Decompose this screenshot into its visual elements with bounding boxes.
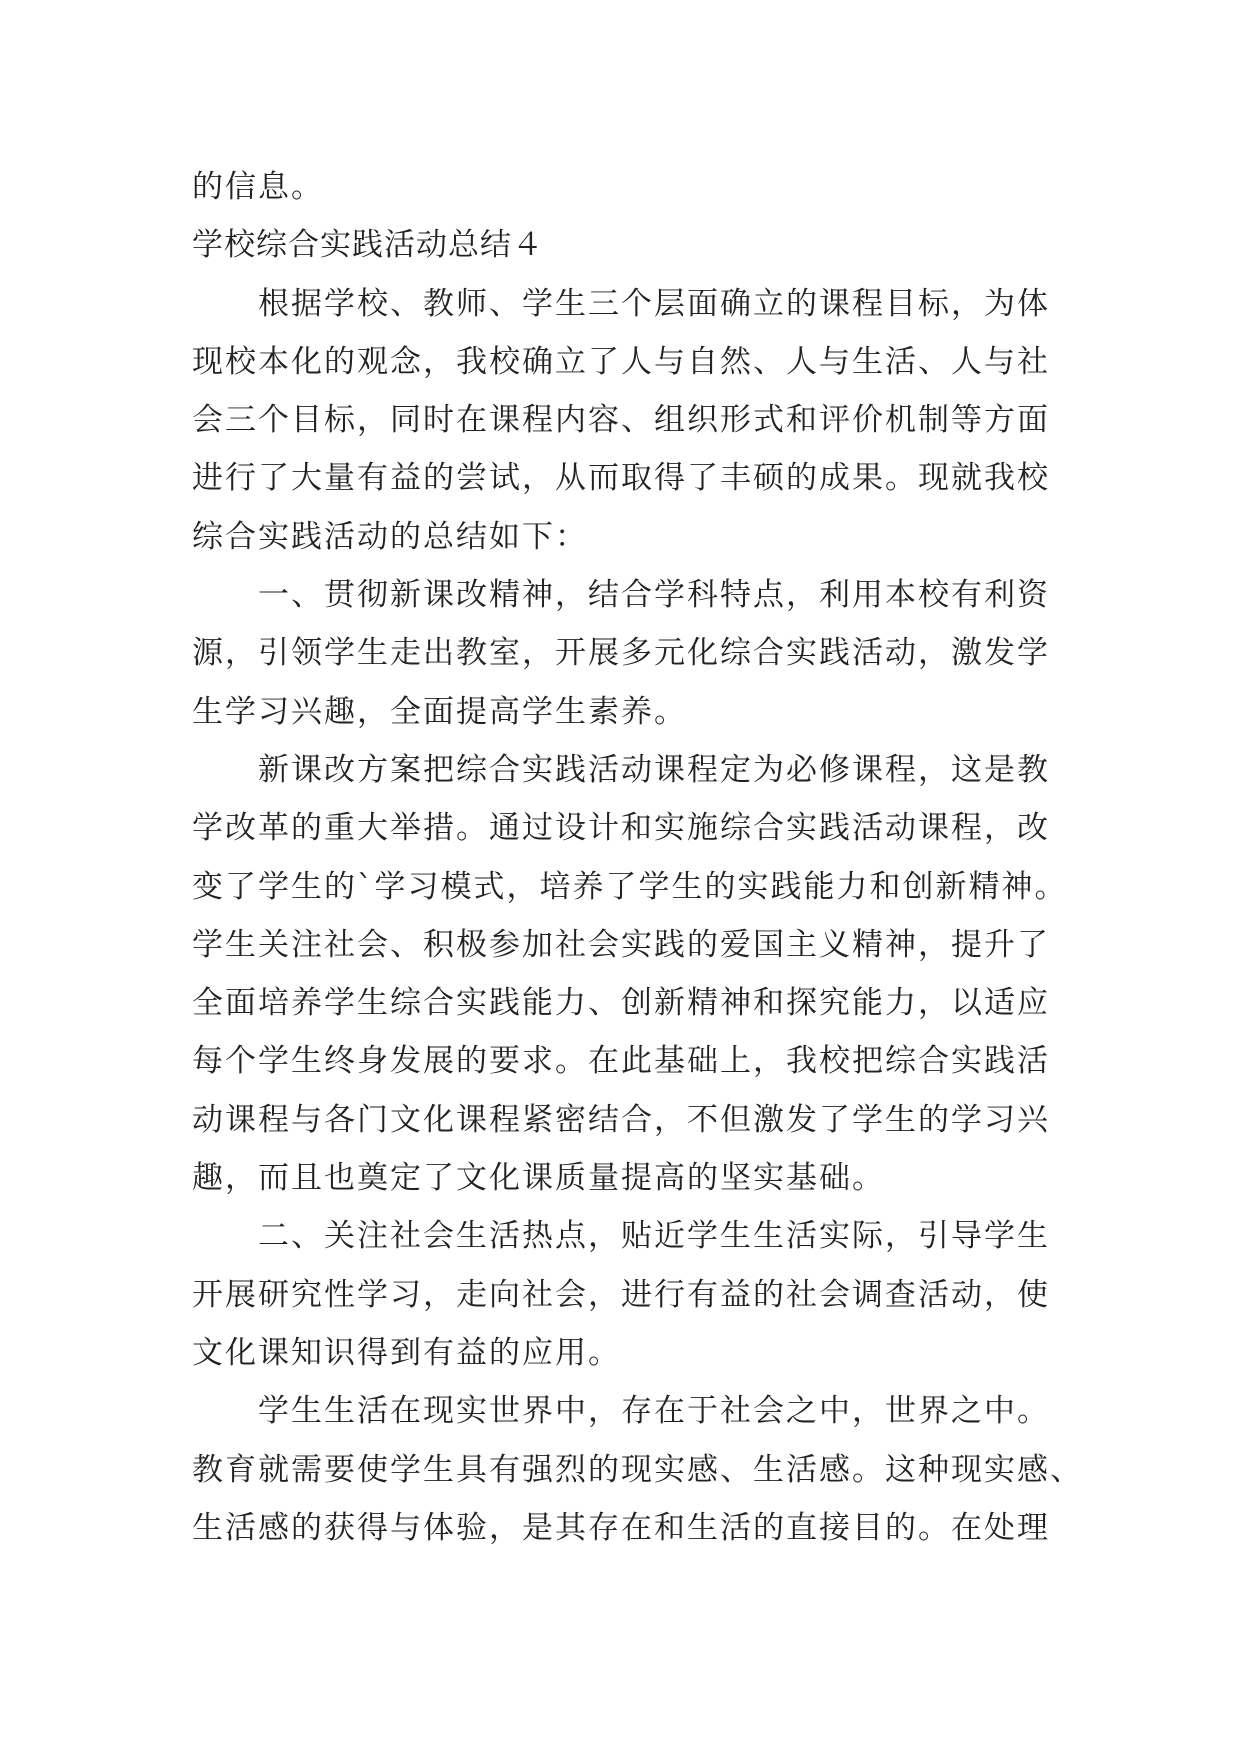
text-line: 文化课知识得到有益的应用。 — [192, 1334, 621, 1371]
document-page — [192, 158, 1083, 1557]
text-line: 根据学校、教师、学生三个层面确立的课程目标，为体 — [258, 285, 1050, 322]
text-line: 综合实践活动的总结如下： — [192, 518, 588, 555]
text-line: 新课改方案把综合实践活动课程定为必修课程，这是教 — [258, 751, 1050, 788]
text-line: 会三个目标，同时在课程内容、组织形式和评价机制等方面 — [192, 402, 1050, 439]
text-line: 现校本化的观念，我校确立了人与自然、人与生活、人与社 — [192, 343, 1050, 380]
text-line: 源，引领学生走出教室，开展多元化综合实践活动，激发学 — [192, 635, 1050, 672]
text-line: 开展研究性学习，走向社会，进行有益的社会调查活动，使 — [192, 1276, 1050, 1313]
text-line: 一、贯彻新课改精神，结合学科特点，利用本校有利资 — [258, 577, 1050, 614]
text-line: 学生生活在现实世界中，存在于社会之中，世界之中。 — [258, 1393, 1050, 1430]
text-line: 学改革的重大举措。通过设计和实施综合实践活动课程，改 — [192, 810, 1050, 847]
text-line: 二、关注社会生活热点，贴近学生生活实际，引导学生 — [258, 1218, 1050, 1255]
text-line: 生活感的获得与体验，是其存在和生活的直接目的。在处理 — [192, 1509, 1050, 1546]
text-line: 的信息。 — [192, 169, 324, 205]
text-line: 学生关注社会、积极参加社会实践的爱国主义精神，提升了 — [192, 926, 1050, 963]
text-line: 变了学生的`学习模式，培养了学生的实践能力和创新精神。 — [192, 868, 1068, 905]
text-line: 生学习兴趣，全面提高学生素养。 — [192, 693, 687, 730]
text-line: 动课程与各门文化课程紧密结合，不但激发了学生的学习兴 — [192, 1101, 1050, 1138]
text-line: 趣，而且也奠定了文化课质量提高的坚实基础。 — [192, 1160, 885, 1197]
section-heading: 学校综合实践活动总结４ — [192, 227, 544, 264]
text-line: 每个学生终身发展的要求。在此基础上，我校把综合实践活 — [192, 1043, 1050, 1080]
text-line: 全面培养学生综合实践能力、创新精神和探究能力，以适应 — [192, 985, 1050, 1022]
text-line: 教育就需要使学生具有强烈的现实感、生活感。这种现实感、 — [192, 1451, 1083, 1488]
text-line: 进行了大量有益的尝试，从而取得了丰硕的成果。现就我校 — [192, 460, 1050, 497]
